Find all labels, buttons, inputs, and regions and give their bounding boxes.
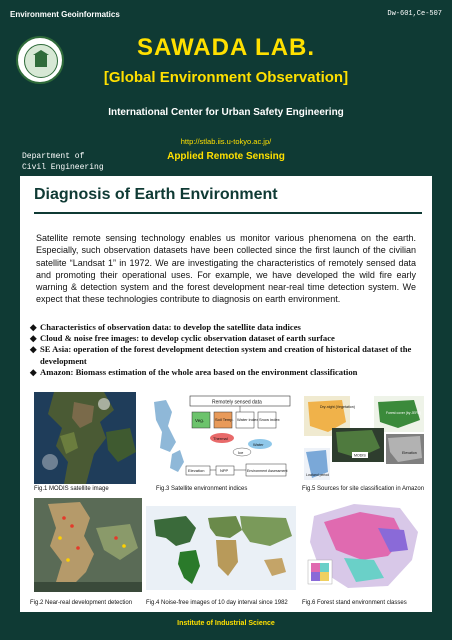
heading-divider: [34, 212, 422, 214]
list-item: [30, 333, 426, 344]
fig5-amazon-sources: [302, 392, 426, 484]
fig1-caption: Fig.1 MODIS satellite image: [34, 486, 109, 492]
amazon-classification-map: [304, 498, 424, 592]
section-heading: Diagnosis of Earth Environment: [34, 186, 278, 203]
list-item: [30, 344, 426, 366]
snow-index-label: Snow index: [259, 417, 280, 422]
department-line-2: Civil Engineering: [22, 163, 104, 172]
diagram-top-label: Remotely sensed data: [212, 399, 262, 406]
fig4-caption: Fig.4 Noise-free images of 10 day interval since 1982: [146, 600, 288, 606]
satellite-map-icon: [34, 392, 136, 484]
lab-subtitle: [Global Environment Observation]: [103, 69, 349, 86]
indices-flow-diagram: [150, 392, 296, 484]
water-label: Water: [253, 442, 264, 447]
research-topics-list: [30, 322, 426, 378]
amazon-source-maps: [302, 392, 426, 484]
content-panel: [20, 176, 432, 612]
lowland-label: Lowland period: [306, 473, 329, 477]
env-assessment-label: Environment Assessment: [247, 469, 288, 473]
institute-footer: Institute of Industrial Science: [177, 620, 275, 627]
modis-label: MODIS: [354, 453, 366, 458]
fig3-caption: Fig.3 Satellite environment indices: [156, 486, 248, 492]
npp-label: NPP: [220, 468, 229, 473]
fig2-development-detection: [34, 498, 142, 592]
list-item: [30, 322, 426, 333]
se-asia-map: [34, 498, 142, 592]
fig3-indices-diagram: [150, 392, 296, 484]
intro-paragraph: Satellite remote sensing technology enables us monitor various phenomena on the earth. Especially, such observation datasets have been collected since the first launch of the civilian satellite “Landsat 1” in 1972. We are investigating the characteristics of remotely sensed data and promoting their operational uses. For example, we have developed the wild fire early warning & detection system and the forest development near-real time detection system. We expect that these technologies contribute to diagnosis on earth environment.: [36, 233, 416, 305]
top-bar: [8, 8, 444, 22]
fig6-caption: Fig.6 Forest stand environment classes: [302, 600, 407, 606]
bullet-text: Amazon: Biomass estimation of the whole area based on the environment classification: [40, 366, 358, 377]
fig4-noise-free-images: [146, 506, 296, 590]
department-line-1: Department of: [22, 152, 85, 161]
fig2-caption: Fig.2 Near-real development detection: [30, 600, 133, 606]
lab-title: SAWADA LAB.: [136, 34, 316, 61]
ice-label: Ice: [238, 450, 244, 455]
room-code: Dw-601,Ce-507: [387, 10, 442, 18]
bullet-text: SE Asia: operation of the forest development detection system and creation of historical dataset of the development: [40, 344, 412, 366]
world-map: [146, 506, 296, 590]
water-index-label: Water index: [237, 417, 259, 422]
center-name: International Center for Urban Safety Engineering: [108, 107, 344, 118]
thermal-label: Thermal: [213, 436, 228, 441]
dry-night-label: Dry-night (Vegetation): [320, 405, 355, 409]
veg-label: Veg.: [195, 418, 205, 423]
research-field: Applied Remote Sensing: [167, 151, 285, 162]
diamond-bullet-icon: ◆: [30, 333, 37, 344]
diamond-bullet-icon: ◆: [30, 366, 37, 377]
bullet-text: Characteristics of observation data: to develop the satellite data indices: [40, 322, 301, 332]
fig1-modis-image: [34, 392, 136, 484]
diamond-bullet-icon: ◆: [30, 322, 37, 332]
bullet-text: Cloud & noise free images: to develop cyclic observation dataset of earth surface: [40, 333, 335, 344]
lab-url-link[interactable]: http://stlab.iis.u-tokyo.ac.jp/: [180, 137, 272, 146]
forest-cover-label: Forest cover (by JERS): [386, 411, 422, 415]
elevation-label: Elevation: [188, 468, 205, 473]
fig6-forest-classes: [304, 498, 424, 592]
elevation-map-label: Elevation: [402, 451, 417, 455]
fig5-caption: Fig.5 Sources for site classification in Amazon: [302, 486, 425, 492]
list-item: [30, 367, 426, 378]
group-label: Environment Geoinformatics: [10, 10, 120, 19]
diamond-bullet-icon: ◆: [30, 344, 37, 355]
soil-label: Soil Temp.: [215, 417, 234, 422]
